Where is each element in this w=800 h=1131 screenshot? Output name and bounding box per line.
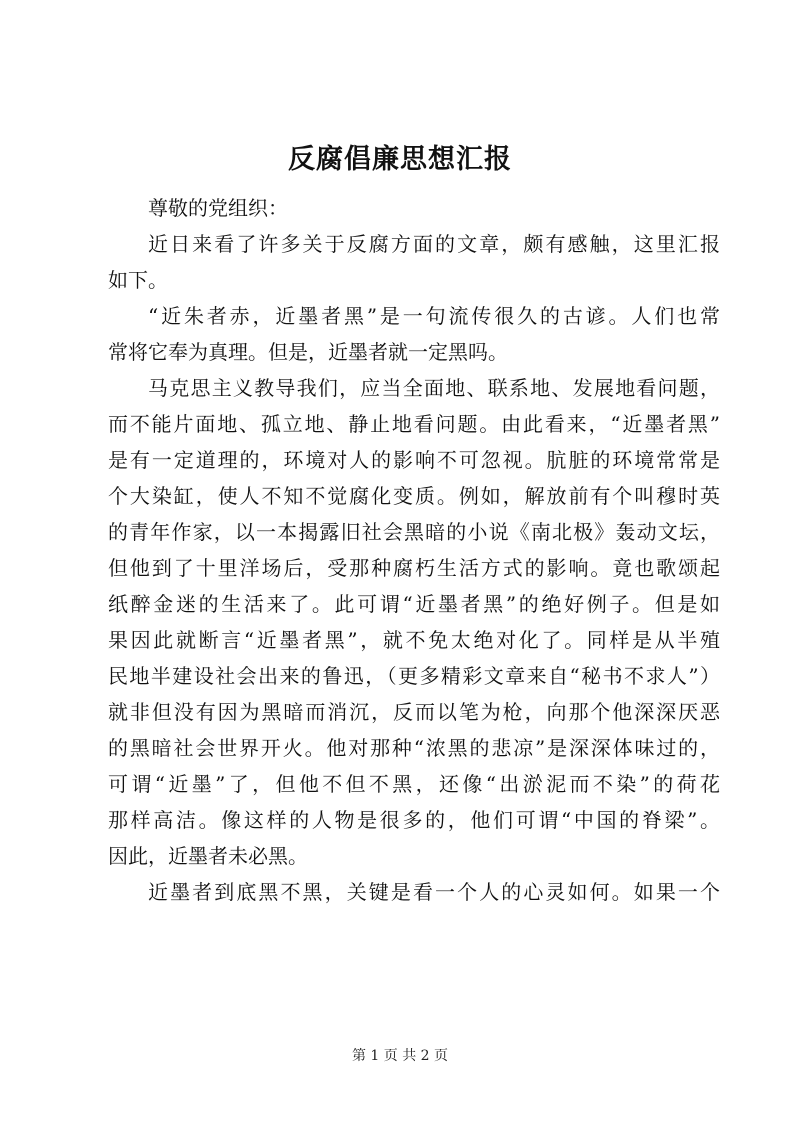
paragraph-line: 马克思主义教导我们，应当全面地、联系地、发展地看问题， (148, 376, 720, 400)
paragraph-line: 因此，近墨者未必黑。 (108, 844, 308, 868)
paragraph (108, 370, 720, 874)
paragraph-line: 是有一定道理的，环境对人的影响不可忽视。肮脏的环境常常是 (108, 448, 720, 472)
paragraph-line: 但他到了十里洋场后，受那种腐朽生活方式的影响。竟也歌颂起 (108, 556, 720, 580)
document-title: 反腐倡廉思想汇报 (288, 144, 512, 175)
paragraph-line: 如下。 (108, 268, 168, 292)
document-body (108, 190, 720, 910)
paragraph (108, 226, 720, 298)
paragraph-line: 常将它奉为真理。但是，近墨者就一定黑吗。 (108, 340, 508, 364)
salutation: 尊敬的党组织： (148, 196, 288, 220)
paragraph-line: 就非但没有因为黑暗而消沉，反而以笔为枪，向那个他深深厌恶 (108, 700, 720, 724)
paragraph-line: 那样高洁。像这样的人物是很多的，他们可谓“中国的脊梁”。 (108, 808, 720, 832)
paragraph-line: 近墨者到底黑不黑，关键是看一个人的心灵如何。如果一个 (148, 880, 720, 904)
paragraph (108, 298, 720, 370)
paragraph-line: 的黑暗社会世界开火。他对那种“浓黑的悲凉”是深深体味过的， (108, 736, 720, 760)
paragraph-line: 近日来看了许多关于反腐方面的文章，颇有感触，这里汇报 (148, 232, 720, 256)
paragraph (108, 874, 720, 910)
paragraph-line: 可谓“近墨”了，但他不但不黑，还像“出淤泥而不染”的荷花 (108, 772, 720, 796)
page-footer: 第 1 页 共 2 页 (351, 1048, 449, 1064)
paragraph-line: 民地半建设社会出来的鲁迅，（更多精彩文章来自“秘书不求人”） (108, 664, 720, 688)
paragraph-line: 果因此就断言“近墨者黑”，就不免太绝对化了。同样是从半殖 (108, 628, 720, 652)
paragraph-line: 的青年作家，以一本揭露旧社会黑暗的小说《南北极》轰动文坛， (108, 520, 720, 544)
paragraph-line: “近朱者赤，近墨者黑”是一句流传很久的古谚。人们也常 (148, 304, 720, 328)
paragraph-line: 个大染缸，使人不知不觉腐化变质。例如，解放前有个叫穆时英 (108, 484, 720, 508)
paragraph-line: 纸醉金迷的生活来了。此可谓“近墨者黑”的绝好例子。但是如 (108, 592, 720, 616)
paragraph-line: 而不能片面地、孤立地、静止地看问题。由此看来，“近墨者黑” (108, 412, 720, 436)
